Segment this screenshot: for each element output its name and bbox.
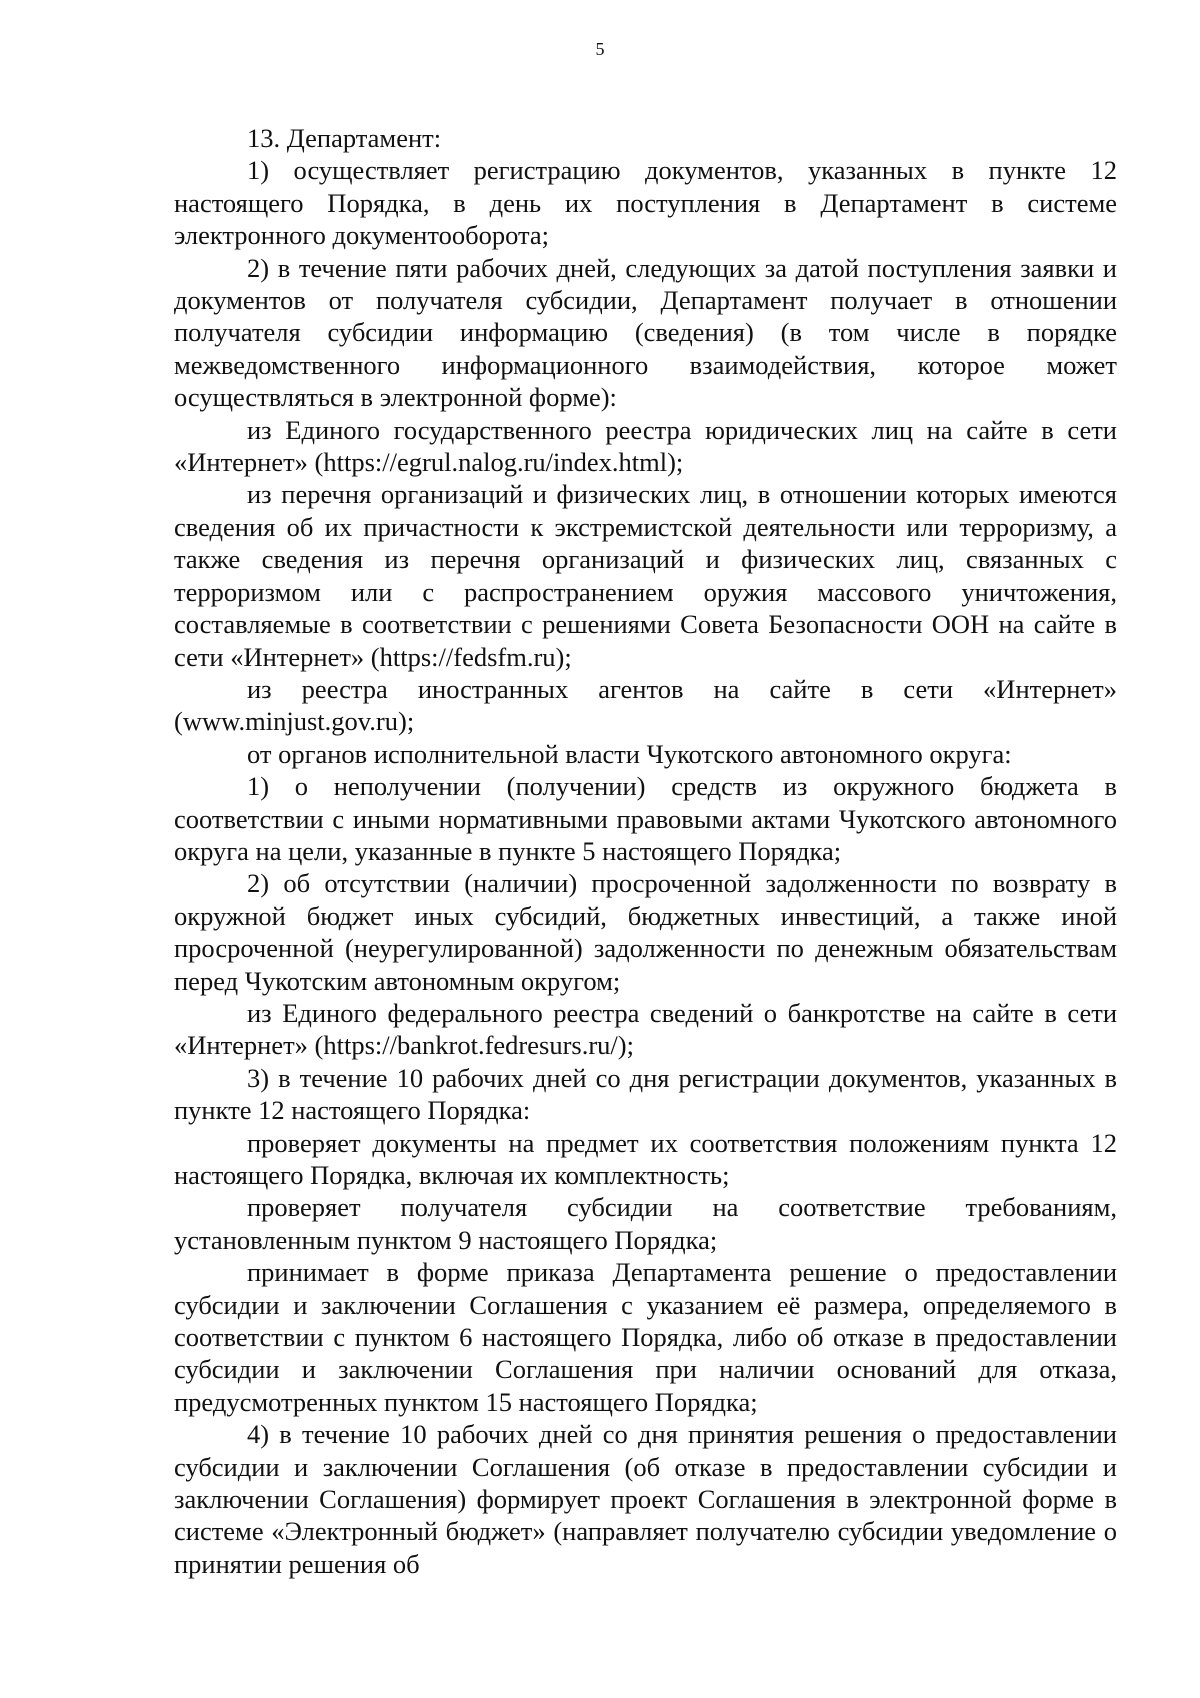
paragraph-foreign-agents: из реестра иностранных агентов на сайте в сети «Интернет» (www.minjust.gov.ru);	[174, 673, 1117, 737]
paragraph-agreement-draft: 4) в течение 10 рабочих дней со дня принятия решения о предоставлении субсидии и заключении Соглашения (об отказе в предоставлении субсидии и заключении Соглашения) формирует проект Соглашения в электронной форме в системе «Электронный бюджет» (направляет получателю субсидии уведомление о принятии решения об	[174, 1419, 1117, 1579]
paragraph-egrul: из Единого государственного реестра юридических лиц на сайте в сети «Интернет» (https://egrul.nalog.ru/index.html);	[174, 414, 1117, 478]
paragraph-overdue-debt: 2) об отсутствии (наличии) просроченной задолженности по возврату в окружной бюджет иных субсидий, бюджетных инвестиций, а также иной просроченной (неурегулированной) задолженности по денежным обязательствам перед Чукотским автономным округом;	[174, 868, 1117, 996]
paragraph-executive-bodies: от органов исполнительной власти Чукотского автономного округа:	[247, 738, 1012, 769]
paragraph-ten-days-check: 3) в течение 10 рабочих дней со дня регистрации документов, указанных в пункте 12 настоящего Порядка:	[174, 1062, 1117, 1126]
paragraph-information-request: 2) в течение пяти рабочих дней, следующих за датой поступления заявки и документов от получателя субсидии, Департамент получает в отношении получателя субсидии информацию (сведения) (в том числе в порядке межведомственного информационного взаимодействия, которое может осуществляться в электронной форме):	[174, 252, 1117, 413]
paragraph-check-recipient: проверяет получателя субсидии на соответствие требованиям, установленным пунктом 9 настоящего Порядка;	[174, 1192, 1117, 1255]
document-body	[174, 122, 1117, 1580]
paragraph-budget-funds: 1) о неполучении (получении) средств из окружного бюджета в соответствии с иными нормативными правовыми актами Чукотского автономного округа на цели, указанные в пункте 5 настоящего Порядка;	[174, 771, 1117, 866]
paragraph-extremism-list: из перечня организаций и физических лиц, в отношении которых имеются сведения об их причастности к экстремистской деятельности или терроризму, а также сведения из перечня организаций и физических лиц, связанных с терроризмом или с распространением оружия массового уничтожения, составляемые в соответствии с решениями Совета Безопасности ООН на сайте в сети «Интернет» (https://fedsfm.ru);	[174, 479, 1117, 672]
paragraph-check-documents: проверяет документы на предмет их соответствия положениям пункта 12 настоящего Порядка, включая их комплектность;	[174, 1127, 1117, 1190]
paragraph-decision: принимает в форме приказа Департамента решение о предоставлении субсидии и заключении Соглашения с указанием её размера, определяемого в соответствии с пунктом 6 настоящего Порядка, либо об отказе в предоставлении субсидии и заключении Соглашения при наличии оснований для отказа, предусмотренных пунктом 15 настоящего Порядка;	[174, 1257, 1117, 1417]
page-number: 5	[595, 39, 605, 59]
paragraph-13-heading: 13. Департамент:	[247, 123, 442, 153]
paragraph-bankruptcy-registry: из Единого федерального реестра сведений о банкротстве на сайте в сети «Интернет» (https://bankrot.fedresurs.ru/);	[174, 997, 1117, 1061]
paragraph-registration: 1) осуществляет регистрацию документов, указанных в пункте 12 настоящего Порядка, в день их поступления в Департамент в системе электронного документооборота;	[174, 155, 1117, 251]
